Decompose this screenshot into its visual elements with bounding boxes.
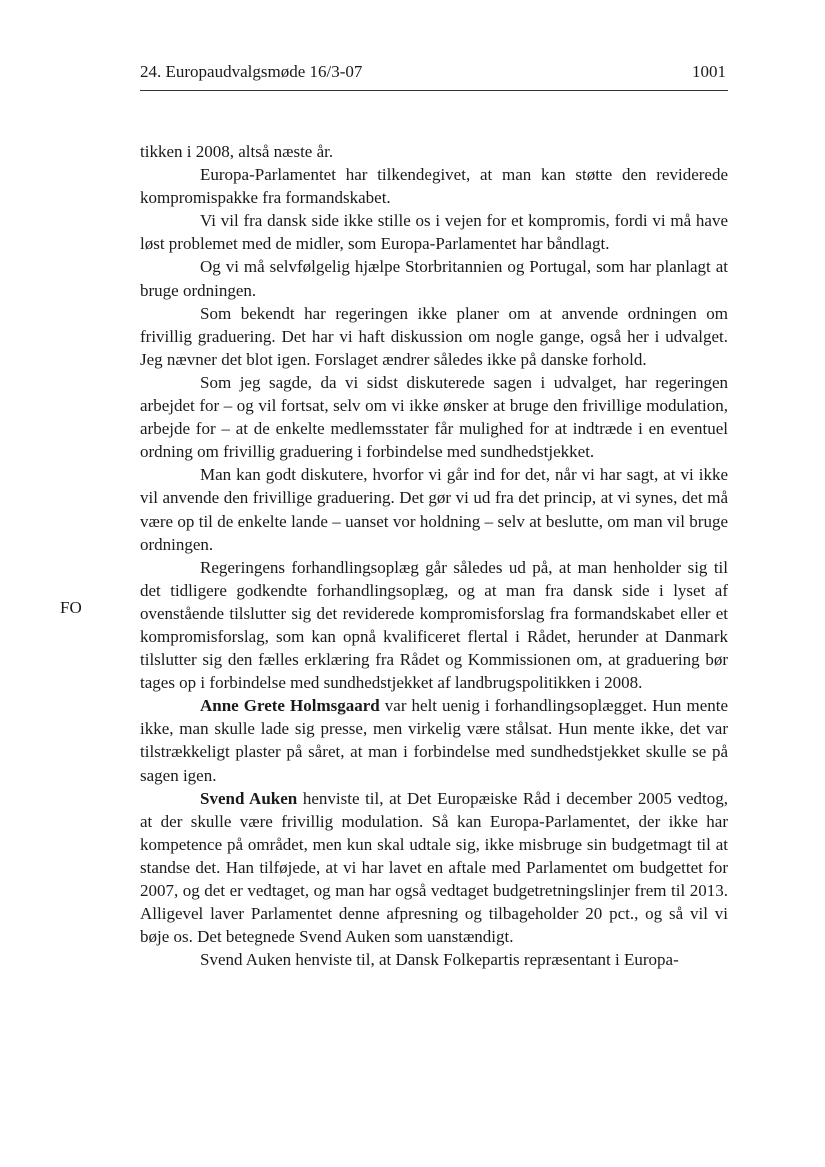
- paragraph-text: Vi vil fra dansk side ikke stille os i vejen for et kompromis, fordi vi må have løst problemet med de midler, som Europa-Parlamentet har båndlagt.: [140, 211, 728, 254]
- paragraph-text: Europa-Parlamentet har tilkendegivet, at man kan støtte den reviderede kompromispakke fra formandskabet.: [140, 165, 728, 208]
- paragraph-text: Og vi må selvfølgelig hjælpe Storbritannien og Portugal, som har planlagt at bruge ordningen.: [140, 257, 728, 300]
- paragraph: [140, 948, 728, 971]
- paragraph: [140, 371, 728, 463]
- page-header: [140, 60, 726, 84]
- paragraph-text: Som jeg sagde, da vi sidst diskuterede sagen i udvalget, har regeringen arbejdet for – og vil fortsat, selv om vi ikke ønsker at bruge den frivillige modulation, arbejde for – at de enkelte medlemsstater får mulighed for at indtræde i en eventuel ordning om frivillig graduering i forbindelse med sundhedstjekket.: [140, 372, 728, 462]
- speaker-name: Anne Grete Holmsgaard: [200, 696, 380, 716]
- paragraph: [140, 255, 728, 301]
- paragraph: [140, 209, 728, 255]
- body-text: [140, 140, 728, 971]
- paragraph-text: tikken i 2008, altså næste år.: [140, 142, 334, 161]
- paragraph-text: Man kan godt diskutere, hvorfor vi går ind for det, når vi har sagt, at vi ikke vil anvende den frivillige graduering. Det gør vi ud fra det princip, at vi synes, det må være op til de enkelte lande – uanset vor holdning – selv at beslutte, om man vil bruge ordningen.: [140, 465, 728, 554]
- paragraph-text: henviste til, at Det Europæiske Råd i december 2005 vedtog, at der skulle være frivillig modulation. Så kan Europa-Parlamentet, der ikke har kompetence på området, men kun skal udtale sig, ikke misbruge sin budgetmagt til at standse det. Han tilføjede, at vi har lavet en aftale med Parlamentet om budgettet for 2007, og det er vedtaget, og man har også vedtaget budgetretningslinjer frem til 2013. Alligevel laver Parlamentet denne afpresning og tilbageholder 20 pct., og så vil vi bøje os. Det betegnede Svend Auken som uanstændigt.: [140, 788, 728, 947]
- header-title: 24. Europaudvalgsmøde 16/3-07: [140, 62, 363, 81]
- paragraph-text: Som bekendt har regeringen ikke planer om at anvende ordningen om frivillig graduering. Det har vi haft diskussion om nogle gange, også her i udvalget. Jeg nævner det blot igen. Forslaget ændrer således ikke på danske forhold.: [140, 303, 728, 369]
- paragraph: [140, 694, 728, 786]
- speaker-name: Svend Auken: [200, 788, 298, 808]
- margin-note: FO: [60, 598, 82, 617]
- paragraph-text: Regeringens forhandlingsoplæg går således ud på, at man henholder sig til det tidligere godkendte forhandlingsoplæg, og at man fra dansk side i lyset af ovenstående tilslutter sig det reviderede kompromisforslag fra formandskabet eller et kompromisforslag, som kan opnå kvalificeret flertal i Rådet, herunder at Danmark tilslutter sig den fælles erklæring fra Rådet og Kommissionen om, at graduering bør tages op i forbindelse med sundhedstjekket af landbrugspolitikken i 2008.: [140, 557, 728, 693]
- paragraph: [140, 163, 728, 209]
- header-rule: [140, 90, 728, 91]
- page-number: 1001: [692, 62, 726, 81]
- paragraph: [140, 140, 728, 163]
- paragraph: [140, 302, 728, 371]
- paragraph-text: var helt uenig i forhandlingsoplægget. Hun mente ikke, man skulle lade sig presse, men virkelig være stålsat. Hun mente ikke, det var tilstrækkeligt plaster på såret, at man i forbindelse med sundhedstjekket skulle se på sagen igen.: [140, 696, 729, 785]
- paragraph: [140, 556, 728, 695]
- paragraph: [140, 463, 728, 555]
- paragraph: [140, 787, 728, 949]
- paragraph-text: Svend Auken henviste til, at Dansk Folkepartis repræsentant i Europa-: [200, 950, 679, 970]
